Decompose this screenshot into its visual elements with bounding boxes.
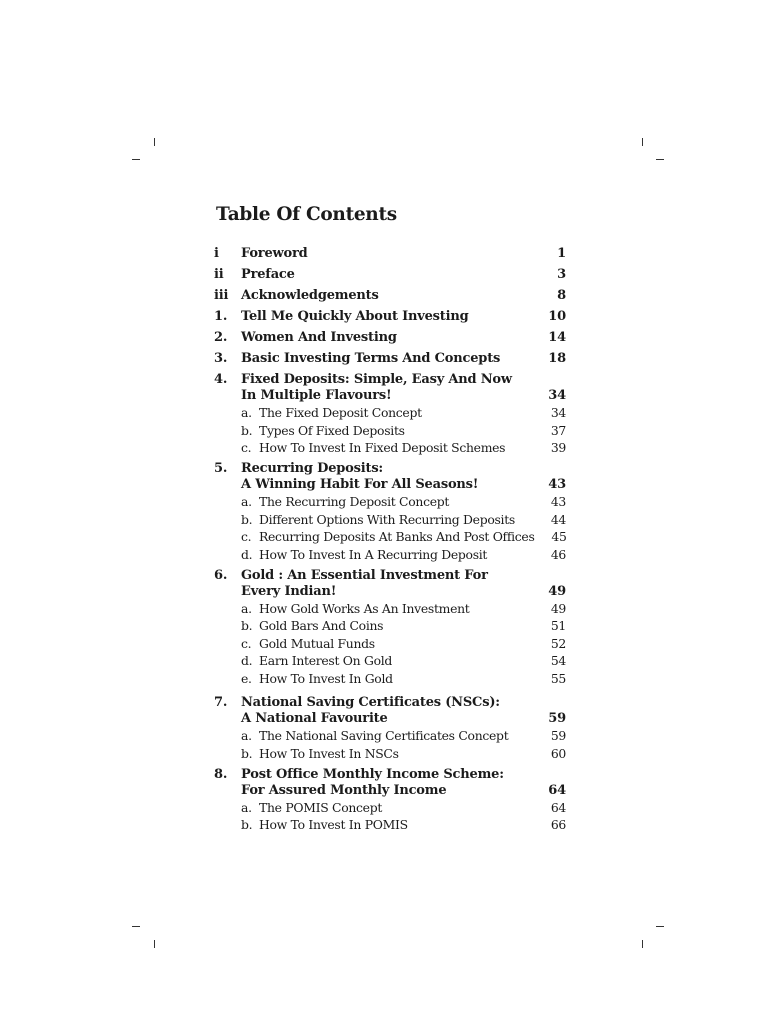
subentry-title: Recurring Deposits At Banks And Post Offices [259, 529, 535, 544]
subentry-title: The Fixed Deposit Concept [259, 405, 422, 420]
subentry-page: 55 [550, 670, 566, 686]
subentry-letter: a. [241, 405, 252, 420]
subentry-page: 43 [550, 494, 566, 509]
toc-entry-chapter-4[interactable] [214, 372, 574, 404]
toc-subentry-8b[interactable] [214, 816, 574, 834]
subentry-page: 45 [551, 529, 567, 544]
crop-mark-top-right-horizontal [656, 159, 664, 160]
subentry-title: How To Invest In NSCs [259, 745, 399, 761]
toc-subentry-6e[interactable] [214, 670, 574, 688]
entry-title-line-1: Post Office Monthly Income Scheme: [241, 766, 504, 782]
entry-number: ii [214, 267, 224, 282]
entry-title-line-1: Gold : An Essential Investment For [241, 567, 488, 583]
entry-number: 6. [214, 567, 228, 583]
subentry-page: 66 [550, 817, 566, 832]
entry-page: 3 [557, 267, 566, 282]
entry-title-line-2: A National Favourite [241, 711, 388, 726]
subentry-title: Gold Mutual Funds [259, 635, 375, 651]
subentry-page: 49 [550, 600, 566, 616]
crop-mark-bottom-left-vertical [154, 940, 155, 948]
crop-mark-bottom-left-horizontal [132, 926, 140, 927]
entry-page: 34 [548, 388, 566, 403]
toc-subentry-6d[interactable] [214, 652, 574, 670]
toc-title: Table Of Contents [216, 204, 397, 225]
entry-page: 18 [548, 351, 566, 366]
subentry-letter: d. [241, 653, 253, 668]
entry-number: 1. [214, 309, 228, 324]
toc-entry-chapter-8[interactable] [214, 767, 574, 799]
entry-title-line-2: For Assured Monthly Income [241, 782, 447, 798]
entry-page: 43 [548, 477, 566, 492]
subentry-letter: b. [241, 745, 253, 761]
subentry-title: How To Invest In POMIS [259, 817, 408, 832]
subentry-title: The Recurring Deposit Concept [259, 494, 450, 509]
entry-number: 5. [214, 461, 228, 476]
subentry-letter: a. [241, 799, 252, 815]
entry-title-line-2: A Winning Habit For All Seasons! [241, 477, 479, 492]
entry-title [241, 695, 534, 727]
entry-title-line-2: In Multiple Flavours! [241, 388, 392, 403]
toc-subentry-4a[interactable] [214, 404, 574, 422]
toc-entry-chapter-1[interactable] [214, 309, 574, 325]
subentry-page: 44 [550, 511, 566, 527]
subentry-letter: a. [241, 728, 252, 743]
entry-title: Women And Investing [241, 330, 397, 345]
toc-subentry-5c[interactable] [214, 528, 574, 546]
subentry-page: 39 [550, 440, 566, 455]
subentry-page: 34 [550, 405, 566, 420]
entry-number: iii [214, 288, 229, 303]
subentry-letter: c. [241, 529, 252, 544]
entry-title-line-1: Fixed Deposits: Simple, Easy And Now [241, 372, 512, 387]
toc-entry-chapter-7[interactable] [214, 695, 574, 727]
entry-title [241, 767, 534, 799]
entry-title: Tell Me Quickly About Investing [241, 309, 469, 324]
subentry-page: 46 [550, 546, 566, 562]
subentry-page: 64 [550, 799, 566, 815]
entry-title [241, 372, 534, 404]
toc-entry-foreword[interactable] [214, 246, 574, 262]
entry-title-line-1: National Saving Certificates (NSCs): [241, 695, 500, 710]
entry-page: 14 [548, 330, 566, 345]
subentry-letter: e. [241, 670, 252, 686]
subentry-title: How To Invest In Gold [259, 670, 393, 686]
entry-page: 64 [548, 782, 566, 798]
entry-page: 8 [557, 288, 566, 303]
toc-subentry-6a[interactable] [214, 600, 574, 618]
subentry-title: Gold Bars And Coins [259, 618, 384, 633]
subentry-page: 37 [550, 422, 566, 438]
subentry-page: 59 [550, 728, 566, 743]
toc-subentry-7b[interactable] [214, 745, 574, 763]
entry-title: Preface [241, 267, 295, 282]
entry-page: 59 [548, 711, 566, 726]
toc-subentry-5b[interactable] [214, 511, 574, 529]
subentry-title: The POMIS Concept [259, 799, 383, 815]
crop-mark-bottom-right-vertical [642, 940, 643, 948]
entry-page: 49 [548, 583, 566, 599]
entry-number: i [214, 246, 219, 261]
subentry-title: How To Invest In Fixed Deposit Schemes [259, 440, 506, 455]
subentry-letter: b. [241, 511, 253, 527]
entry-title-line-2: Every Indian! [241, 583, 337, 599]
entry-number: 2. [214, 330, 228, 345]
entry-title: Foreword [241, 246, 308, 261]
subentry-letter: c. [241, 635, 252, 651]
toc-list [214, 246, 574, 834]
toc-subentry-5a[interactable] [214, 493, 574, 511]
toc-subentry-5d[interactable] [214, 546, 574, 564]
subentry-page: 52 [550, 635, 566, 651]
crop-mark-top-right-vertical [642, 138, 643, 146]
toc-entry-chapter-5[interactable] [214, 461, 574, 493]
subentry-letter: b. [241, 817, 253, 832]
entry-number: 4. [214, 372, 228, 387]
entry-title: Basic Investing Terms And Concepts [241, 351, 501, 366]
entry-title: Acknowledgements [241, 288, 379, 303]
toc-subentry-6c[interactable] [214, 635, 574, 653]
subentry-letter: c. [241, 440, 252, 455]
toc-entry-chapter-3[interactable] [214, 351, 574, 367]
toc-subentry-6b[interactable] [214, 617, 574, 635]
entry-number: 8. [214, 766, 228, 782]
subentry-title: How Gold Works As An Investment [259, 600, 470, 616]
subentry-title: Types Of Fixed Deposits [259, 422, 405, 438]
entry-title [241, 568, 534, 600]
subentry-page: 54 [550, 653, 566, 668]
subentry-page: 60 [550, 745, 566, 761]
toc-entry-preface[interactable] [214, 267, 574, 283]
toc-subentry-4b[interactable] [214, 422, 574, 440]
subentry-title: Different Options With Recurring Deposits [259, 511, 515, 527]
crop-mark-top-left-vertical [154, 138, 155, 146]
toc-subentry-4c[interactable] [214, 439, 574, 457]
toc-subentry-8a[interactable] [214, 799, 574, 817]
entry-number: 7. [214, 695, 228, 710]
entry-page: 10 [548, 309, 566, 324]
subentry-page: 51 [550, 618, 566, 633]
subentry-title: Earn Interest On Gold [259, 653, 393, 668]
entry-number: 3. [214, 351, 228, 366]
entry-page: 1 [557, 246, 566, 261]
subentry-letter: b. [241, 422, 253, 438]
crop-mark-bottom-right-horizontal [656, 926, 664, 927]
subentry-letter: a. [241, 600, 252, 616]
subentry-letter: d. [241, 546, 253, 562]
subentry-title: How To Invest In A Recurring Deposit [259, 546, 488, 562]
toc-entry-acknowledgements[interactable] [214, 288, 574, 304]
toc-entry-chapter-2[interactable] [214, 330, 574, 346]
toc-subentry-7a[interactable] [214, 727, 574, 745]
entry-title [241, 461, 534, 493]
subentry-letter: a. [241, 494, 252, 509]
entry-title-line-1: Recurring Deposits: [241, 461, 384, 476]
subentry-title: The National Saving Certificates Concept [259, 728, 509, 743]
subentry-letter: b. [241, 618, 253, 633]
toc-entry-chapter-6[interactable] [214, 568, 574, 600]
crop-mark-top-left-horizontal [132, 159, 140, 160]
